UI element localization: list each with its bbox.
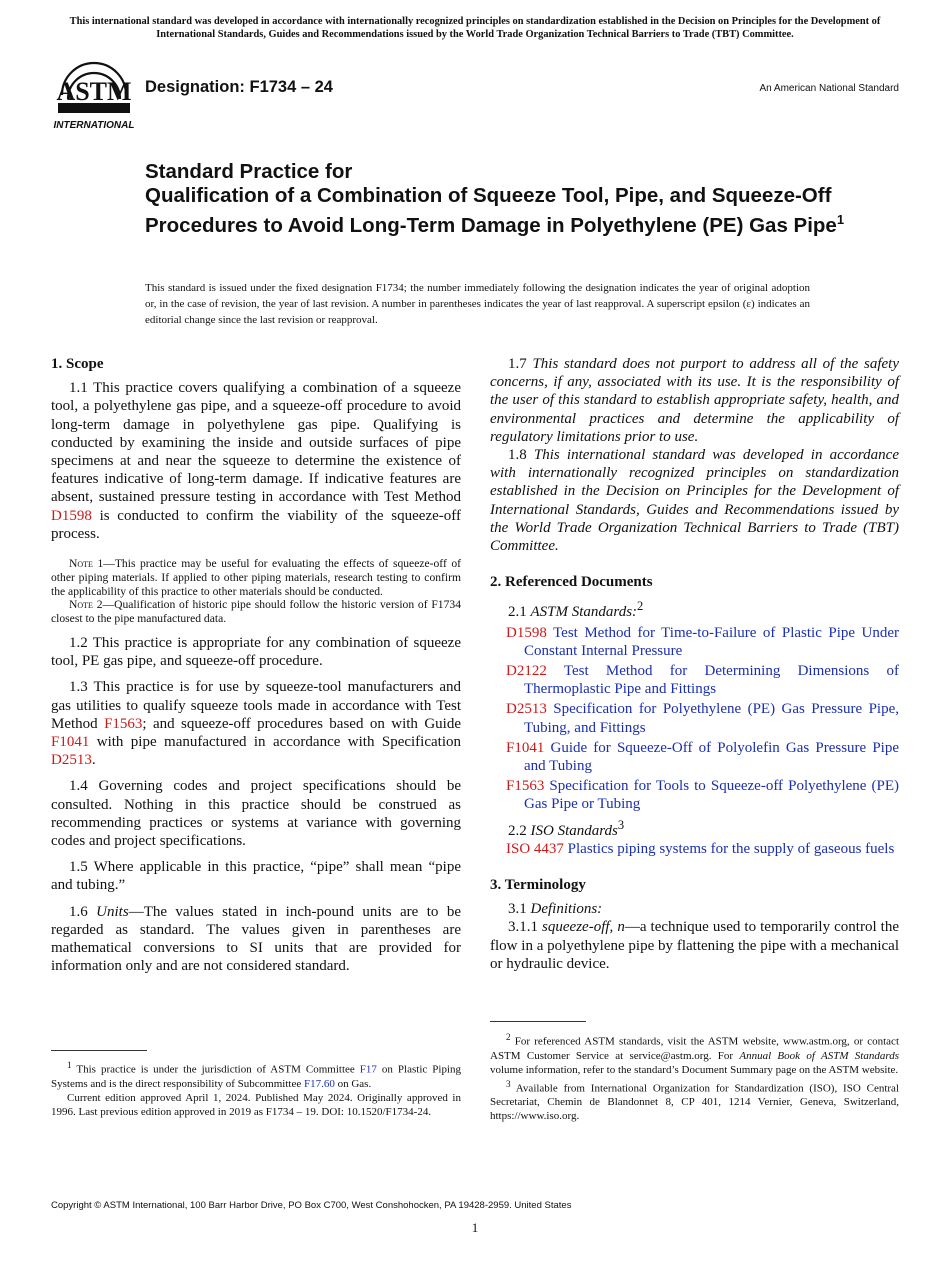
american-national-standard: An American National Standard <box>759 83 899 94</box>
footnotes-left <box>51 1058 461 1119</box>
issued-note: This standard is issued under the fixed designation F1734; the number immediately following the designation indicates the year of original adoption or, in the case of revision, the year of last revision. A number in parentheses indicates the year of last reapproval. A superscript epsilon (ε) indicates an editorial change since the last revision or reapproval. <box>145 282 810 326</box>
title-footnote-mark[interactable]: 1 <box>836 212 845 227</box>
link-d2513[interactable]: D2513 <box>51 752 92 769</box>
link-f17-60[interactable]: F17.60 <box>303 1077 335 1090</box>
footnote-1: $^1$ This practice is under the jurisdiction of ASTM Committee F17 on Plastic Piping Systems and is the direct responsibility of Subcommittee F17.60 on Gas. <box>51 1060 462 1090</box>
page-number: 1 <box>471 1220 479 1235</box>
reference-f1041[interactable]: F1041 Guide for Squeeze-Off of Polyolefin Gas Pressure Pipe and Tubing <box>506 739 900 775</box>
top-notice: This international standard was developed in accordance with internationally recognized principles on standardization established in the Decision on Principles for the Development of International Standards, Guides and Recommendations issued by the World Trade Organization Technical Barriers to Trade (TBT) Committee. <box>69 16 881 40</box>
title-line-2: Qualification of a Combination of Squeeze Tool, Pipe, and Squeeze-Off Procedures to Avoid Long-Term Damage in Polyethylene (PE) Gas Pipe$^1$ <box>145 184 845 237</box>
logo-text-top: ASTM <box>56 77 132 106</box>
astm-logo <box>52 55 136 131</box>
section-heading-scope: 1. Scope <box>51 356 104 372</box>
footnote-1-edition: Current edition approved April 1, 2024. Published May 2024. Originally approved in 1996. Last previous edition approved in 2019 as F1734 – 19. DOI: 10.1520/F1734-24. <box>51 1091 461 1118</box>
para-1-2: 1.2 This practice is appropriate for any combination of squeeze tool, PE gas pipe, and squeeze-off procedure. <box>51 635 461 670</box>
astm-reference-list <box>490 624 899 814</box>
logo-text-bottom: INTERNATIONAL <box>53 120 135 131</box>
document-title <box>145 160 845 238</box>
note-1: Note 1—This practice may be useful for evaluating the effects of squeeze-off of other piping materials. If applied to other piping materials, research testing to confirm the applicability of this practice to other materials should be conducted. <box>51 557 461 598</box>
reference-d2513[interactable]: D2513 Specification for Polyethylene (PE) Gas Pressure Pipe, Tubing, and Fittings <box>506 701 899 736</box>
footnote-3: $^3$ Available from International Organization for Standardization (ISO), ISO Central Secretariat, Chemin de Blandonnet 8, CP 401, 1214 Vernier, Geneva, Switzerland, https://www.iso.org. <box>490 1078 899 1123</box>
para-3-1-1: 3.1.1 squeeze-off, n—a technique used to temporarily control the flow in a polyethylene pipe by flattening the pipe with a mechanical or hydraulic device. <box>490 919 900 972</box>
para-1-1: 1.1 This practice covers qualifying a combination of a squeeze tool, a polyethylene gas pipe, and a squeeze-off procedure to avoid long-term damage in polyethylene gas pipe. Qualifying is conducted by examining the inside and outside surfaces of pipe specimens at and near the squeeze to determine the existence of features indicative of long-term damage. If indicative features are absent, sustained pressure testing in accordance with Test Method D1598 is conducted to confirm the viability of the squeeze-off process. <box>51 380 461 542</box>
para-2-2: 2.2 ISO Standards$^3$ <box>508 817 625 839</box>
right-column <box>490 355 899 973</box>
link-d1598[interactable]: D1598 <box>51 507 92 524</box>
note-2: Note 2—Qualification of historic pipe should follow the historic version of F1734 closest to the pipe manufactured data. <box>51 598 461 626</box>
section-heading-terminology: 3. Terminology <box>490 877 586 894</box>
section-heading-references: 2. Referenced Documents <box>490 574 653 591</box>
para-1-6: 1.6 Units—The values stated in inch-pound units are to be regarded as standard. The values given in parentheses are mathematical conversions to SI units that are provided for information only and are not considered standard. <box>51 903 461 975</box>
para-1-5: 1.5 Where applicable in this practice, “pipe” shall mean “pipe and tubing.” <box>51 859 461 894</box>
footnote-2: $^2$ For referenced ASTM standards, visit the ASTM website, www.astm.org, or contact ASTM Customer Service at service@astm.org. For Annual Book of ASTM Standards volume information, refer to the standard’s Document Summary page on the ASTM website. <box>490 1032 899 1076</box>
link-f1563[interactable]: F1563 <box>104 715 143 732</box>
footnote-rule-right <box>490 1021 586 1022</box>
link-f1041[interactable]: F1041 <box>51 734 90 751</box>
para-1-8: 1.8 This international standard was developed in accordance with internationally recognized principles on standardization established in the Decision on Principles for the Development of International Standards, Guides and Recommendations issued by the World Trade Organization Technical Barriers to Trade (TBT) Committee. <box>490 447 900 555</box>
astm-footnote-mark[interactable]: 2 <box>637 599 644 614</box>
title-line-1: Standard Practice for <box>145 160 353 183</box>
link-f17[interactable]: F17 <box>359 1063 377 1076</box>
reference-f1563[interactable]: F1563 Specification for Tools to Squeeze-off Polyethylene (PE) Gas Pipe or Tubing <box>506 778 899 813</box>
designation: Designation: F1734 – 24 <box>145 78 333 96</box>
para-1-4: 1.4 Governing codes and project specifications should be consulted. Nothing in this practice should be construed as recommending practices or systems at variance with governing codes and project specifications. <box>51 778 461 850</box>
astm-logo-icon <box>52 55 136 131</box>
reference-d1598[interactable]: D1598 Test Method for Time-to-Failure of Plastic Pipe Under Constant Internal Pressure <box>506 624 899 659</box>
para-1-3: 1.3 This practice is for use by squeeze-tool manufacturers and gas utilities to qualify squeeze tools made in accordance with Test Method F1563; and squeeze-off procedures based on with Guide F1041 with pipe manufactured in accordance with Specification D2513. <box>51 679 461 769</box>
para-2-1: 2.1 ASTM Standards:$^2$ <box>508 599 644 621</box>
iso-footnote-mark[interactable]: 3 <box>617 817 625 832</box>
reference-iso-4437[interactable]: ISO 4437 Plastics piping systems for the supply of gaseous fuels <box>506 840 895 857</box>
copyright: Copyright © ASTM International, 100 Barr Harbor Drive, PO Box C700, West Conshohocken, PA 19428-2959. United States <box>51 1200 572 1211</box>
left-column <box>51 355 461 975</box>
para-3-1: 3.1 Definitions: <box>508 901 603 918</box>
footnotes-right <box>490 1030 899 1123</box>
reference-d2122[interactable]: D2122 Test Method for Determining Dimensions of Thermoplastic Pipe and Fittings <box>506 663 899 698</box>
para-1-7: 1.7 This standard does not purport to address all of the safety concerns, if any, associated with its use. It is the responsibility of the user of this standard to establish appropriate safety, health, and environmental practices and determine the applicability of regulatory limitations prior to use. <box>490 356 900 445</box>
footnote-rule-left <box>51 1050 147 1051</box>
